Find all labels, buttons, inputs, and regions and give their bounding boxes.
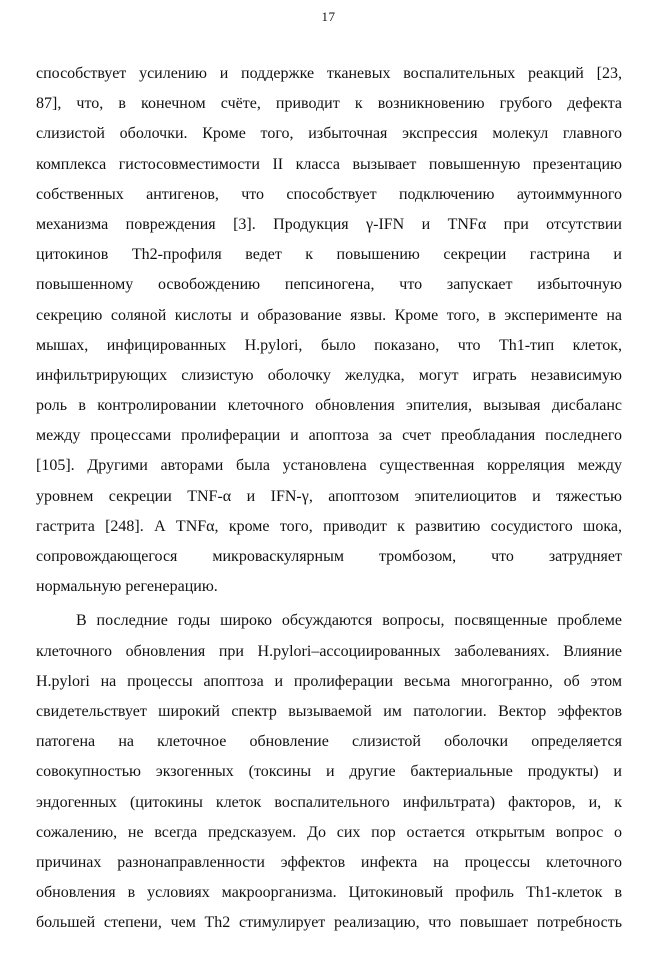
text-line: нормальную регенерацию.: [36, 578, 218, 596]
text-line: H.pylori на процессы апоптоза и пролиферации весьма многогранно, об этом: [36, 672, 622, 690]
text-line: обновления в условиях макроорганизма. Цитокиновый профиль Th1-клеток в: [36, 884, 622, 902]
text-line: [105]. Другими авторами была установлена существенная корреляция между: [36, 457, 622, 475]
text-line: цитокинов Th2-профиля ведет к повышению секреции гастрина и: [36, 246, 622, 264]
text-line: совокупностью экзогенных (токсины и другие бактериальные продукты) и: [36, 763, 622, 781]
text-line: большей степени, чем Th2 стимулирует реализацию, что повышает потребность: [36, 914, 622, 932]
text-line: роль в контролировании клеточного обновления эпителия, вызывая дисбаланс: [36, 397, 622, 415]
text-line: причинах разнонаправленности эффектов инфекта на процессы клеточного: [36, 853, 622, 871]
text-line: механизма повреждения [3]. Продукция γ-IFN и TNFα при отсутствии: [36, 215, 622, 233]
text-line: сопровождающегося микроваскулярным тромбозом, что затрудняет: [36, 548, 622, 565]
page-number: 17: [321, 9, 336, 24]
body-text: [36, 59, 622, 938]
text-line: комплекса гистосовместимости II класса вызывает повышенную презентацию: [36, 155, 622, 173]
text-line: патогена на клеточное обновление слизистой оболочки определяется: [36, 733, 622, 751]
text-line: между процессами пролиферации и апоптоза за счет преобладания последнего: [36, 427, 622, 445]
text-line: 87], что, в конечном счёте, приводит к возникновению грубого дефекта: [36, 95, 622, 113]
text-line: повышенному освобождению пепсиногена, что запускает избыточную: [36, 276, 622, 294]
text-line: свидетельствует широкий спектр вызываемой им патологии. Вектор эффектов: [36, 702, 622, 720]
text-line: клеточного обновления при H.pylori–ассоциированных заболеваниях. Влияние: [36, 642, 622, 660]
text-line: секрецию соляной кислоты и образование язвы. Кроме того, в эксперименте на: [36, 306, 622, 324]
text-line: сожалению, не всегда предсказуем. До сих пор остается открытым вопрос о: [36, 823, 622, 841]
text-line: способствует усилению и поддержке тканевых воспалительных реакций [23,: [36, 65, 622, 82]
paragraph-first-line: В последние годы широко обсуждаются вопросы, посвященные проблеме: [76, 612, 622, 630]
text-line: эндогенных (цитокины клеток воспалительного инфильтрата) факторов, и, к: [36, 793, 622, 811]
text-line: гастрита [248]. А TNFα, кроме того, приводит к развитию сосудистого шока,: [36, 517, 622, 535]
text-line: слизистой оболочки. Кроме того, избыточная экспрессия молекул главного: [36, 125, 622, 143]
text-line: уровнем секреции TNF-α и IFN-γ, апоптозом эпителиоцитов и тяжестью: [36, 487, 622, 505]
text-line: собственных антигенов, что способствует подключению аутоиммунного: [36, 185, 622, 203]
text-line: мышах, инфицированных H.pylori, было показано, что Th1-тип клеток,: [36, 336, 622, 354]
text-line: инфильтрирующих слизистую оболочку желудка, могут играть независимую: [36, 366, 622, 384]
